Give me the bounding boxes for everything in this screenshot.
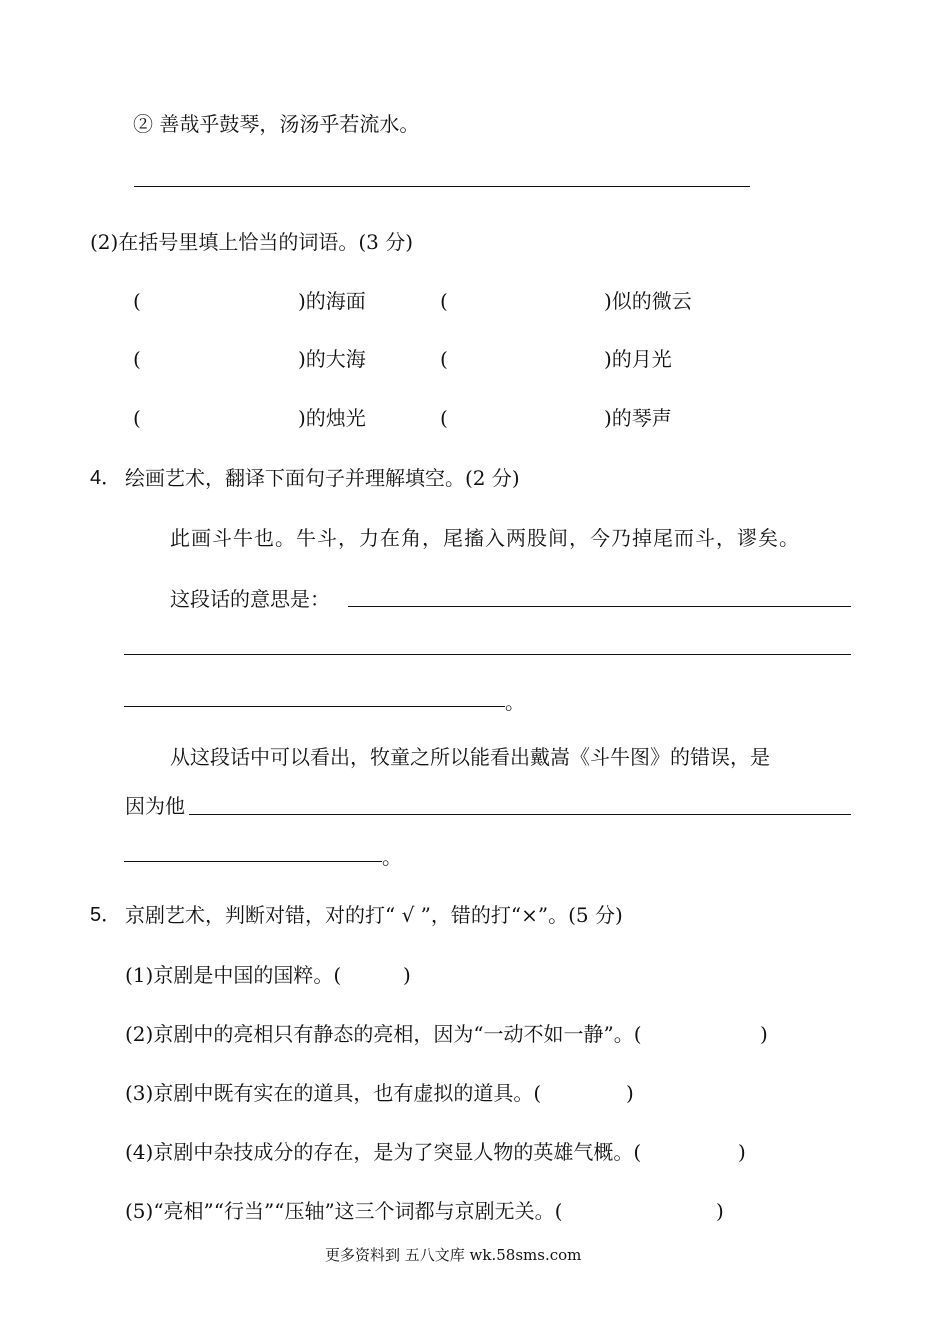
answer-line[interactable] xyxy=(124,654,851,655)
classical-chinese-text: 此画斗牛也。牛斗，力在角，尾搐入两股间，今乃掉尾而斗，谬矣。 xyxy=(170,526,800,550)
judgement-answer-paren[interactable]: ) xyxy=(403,963,411,987)
answer-line[interactable] xyxy=(348,606,851,607)
period: 。 xyxy=(505,690,525,714)
question-5-heading: 京剧艺术，判断对错，对的打“ √ ”，错的打“×”。(5 分) xyxy=(125,903,623,927)
judgement-answer-paren[interactable]: ) xyxy=(716,1199,724,1223)
fill-blank-suffix: )的烛光 xyxy=(298,406,366,430)
footer-text: 更多资料到 五八文库 wk.58sms.com xyxy=(325,1246,582,1264)
fill-blank-suffix: )的琴声 xyxy=(604,406,672,430)
answer-line[interactable] xyxy=(124,706,505,707)
meaning-prompt: 这段话的意思是： xyxy=(170,587,330,611)
fill-blank-open-paren: ( xyxy=(440,289,448,313)
part-2-heading: (2)在括号里填上恰当的词语。(3 分) xyxy=(90,230,414,254)
period: 。 xyxy=(382,845,402,869)
judgement-item: (1)京剧是中国的国粹。( xyxy=(125,963,342,987)
fill-blank-open-paren: ( xyxy=(133,406,141,430)
reason-text-continued: 因为他 xyxy=(125,794,185,818)
fill-blank-suffix: )的海面 xyxy=(298,289,366,313)
judgement-answer-paren[interactable]: ) xyxy=(760,1022,768,1046)
judgement-item: (5)“亮相”“行当”“压轴”这三个词都与京剧无关。( xyxy=(125,1199,563,1223)
answer-line[interactable] xyxy=(134,186,750,187)
fill-blank-suffix: )的月光 xyxy=(604,347,672,371)
question-4-heading: 绘画艺术，翻译下面句子并理解填空。(2 分) xyxy=(125,466,520,490)
judgement-answer-paren[interactable]: ) xyxy=(626,1081,634,1105)
fill-blank-open-paren: ( xyxy=(133,289,141,313)
fill-blank-open-paren: ( xyxy=(440,406,448,430)
item-2-text: ② 善哉乎鼓琴，汤汤乎若流水。 xyxy=(133,112,420,136)
fill-blank-suffix: )似的微云 xyxy=(604,289,692,313)
judgement-item: (3)京剧中既有实在的道具，也有虚拟的道具。( xyxy=(125,1081,542,1105)
fill-blank-open-paren: ( xyxy=(133,347,141,371)
reason-text: 从这段话中可以看出，牧童之所以能看出戴嵩《斗牛图》的错误，是 xyxy=(170,745,770,769)
judgement-item: (2)京剧中的亮相只有静态的亮相，因为“一动不如一静”。( xyxy=(125,1022,642,1046)
question-5-number: 5． xyxy=(90,904,122,926)
question-4-number: 4． xyxy=(90,467,122,489)
fill-blank-open-paren: ( xyxy=(440,347,448,371)
judgement-answer-paren[interactable]: ) xyxy=(738,1140,746,1164)
fill-blank-suffix: )的大海 xyxy=(298,347,366,371)
answer-line[interactable] xyxy=(189,814,851,815)
answer-line[interactable] xyxy=(124,861,382,862)
judgement-item: (4)京剧中杂技成分的存在，是为了突显人物的英雄气概。( xyxy=(125,1140,642,1164)
